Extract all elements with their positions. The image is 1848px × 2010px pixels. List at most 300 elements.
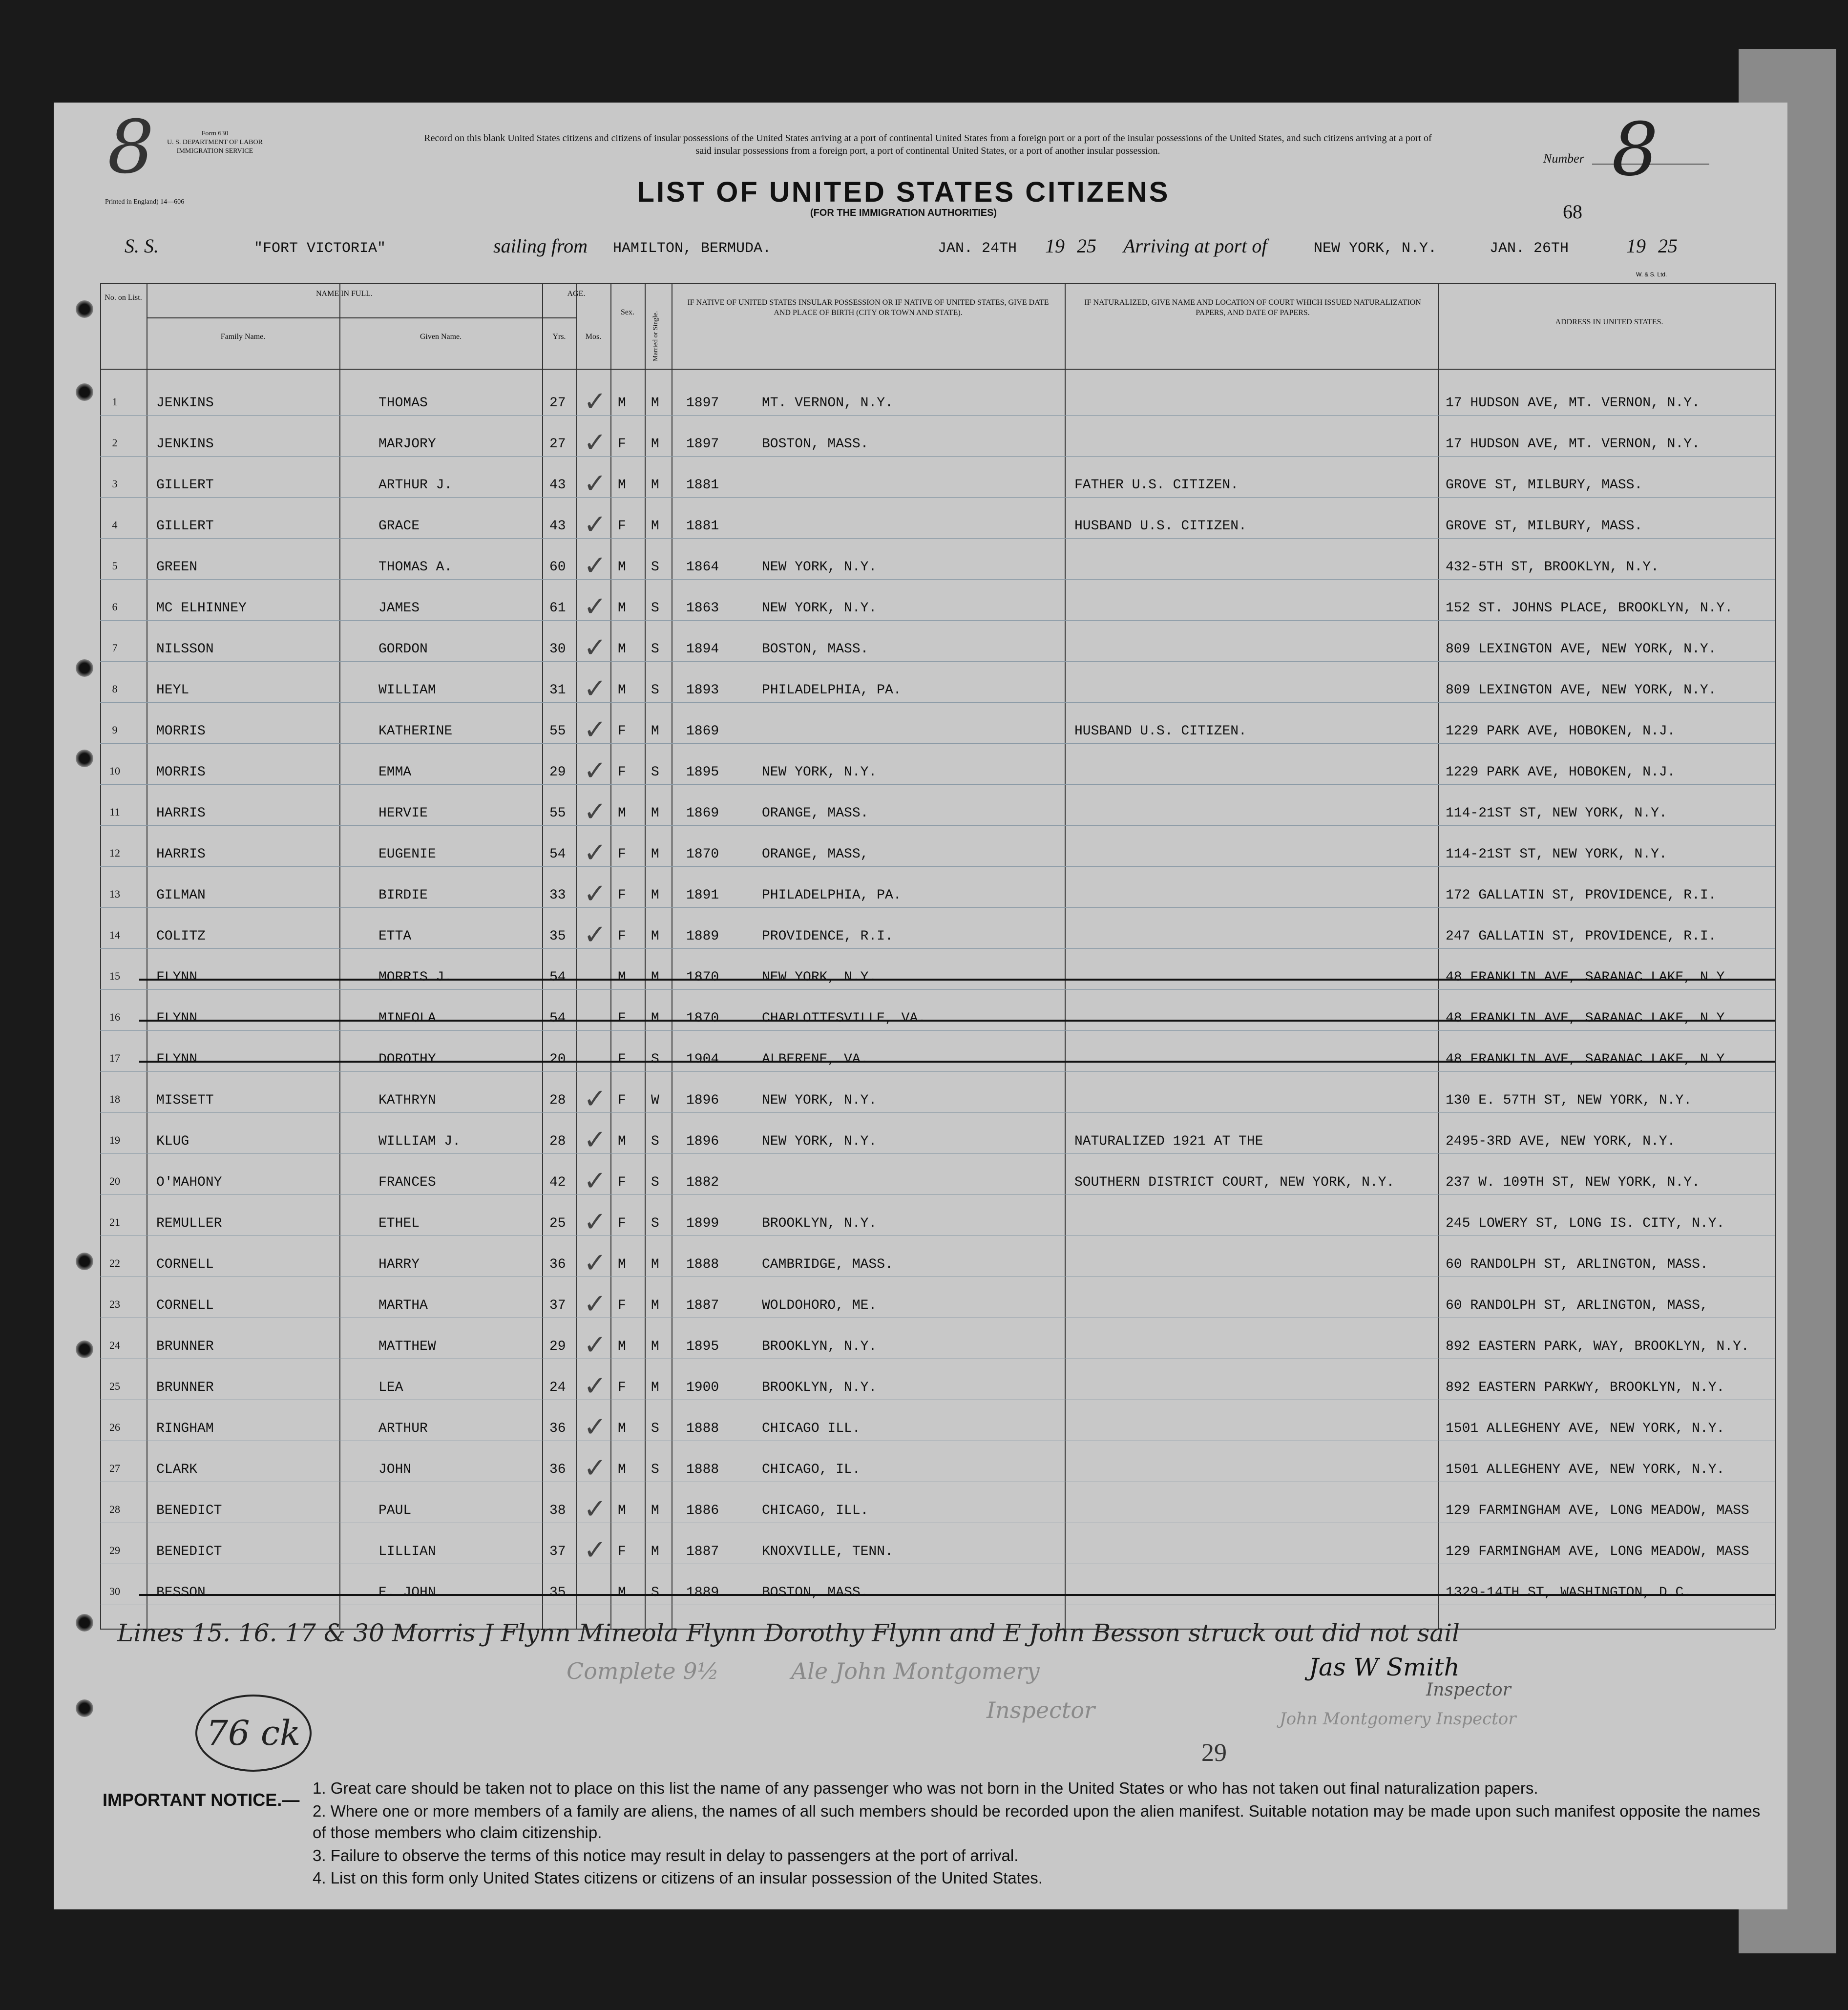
ss-label: S. S. bbox=[125, 235, 159, 257]
col-married: Married or Single. bbox=[652, 311, 659, 361]
col-naturalized: IF NATURALIZED, GIVE NAME AND LOCATION OF COURT WHICH ISSUED NATURALIZATION PAPERS, AND DATE OF PAPERS. bbox=[1084, 298, 1421, 317]
birth-year: 1888 bbox=[686, 1257, 719, 1272]
arriving-label: Arriving at port of bbox=[1123, 235, 1267, 257]
age-years: 36 bbox=[549, 1421, 566, 1436]
given-name: JOHN bbox=[378, 1462, 412, 1477]
birth-year: 1870 bbox=[686, 847, 719, 862]
arrival-year-prefix: 19 bbox=[1626, 235, 1646, 257]
table-row bbox=[100, 755, 1775, 806]
arrival-port: NEW YORK, N.Y. bbox=[1314, 240, 1437, 257]
col-border bbox=[1775, 283, 1776, 1629]
birth-year: 1887 bbox=[686, 1298, 719, 1313]
table-row bbox=[100, 796, 1775, 847]
check-mark-icon: ✓ bbox=[584, 837, 607, 869]
row-number: 29 bbox=[109, 1544, 120, 1556]
row-number: 15 bbox=[109, 970, 120, 982]
address: 129 FARMINGHAM AVE, LONG MEADOW, MASS bbox=[1446, 1503, 1749, 1518]
birth-year: 1864 bbox=[686, 560, 719, 575]
table-row bbox=[100, 1370, 1775, 1421]
arrival-year: 25 bbox=[1658, 235, 1678, 257]
sex: F bbox=[618, 437, 626, 452]
birth-year: 1891 bbox=[686, 888, 719, 903]
marital-status: M bbox=[651, 1544, 659, 1559]
notice-item: 2. Where one or more members of a family are aliens, the names of all such members should be recorded upon the alien manifest. Suitable notation may be made upon such manifest opposite the names of those members who claim citizenship. bbox=[313, 1801, 1761, 1842]
punch-hole bbox=[76, 1340, 93, 1358]
age-years: 31 bbox=[549, 683, 566, 698]
table-row bbox=[100, 1411, 1775, 1462]
birth-place: BROOKLYN, N.Y. bbox=[762, 1380, 877, 1395]
check-mark-icon: ✓ bbox=[584, 1534, 607, 1566]
marital-status: W bbox=[651, 1093, 659, 1108]
address: 1501 ALLEGHENY AVE, NEW YORK, N.Y. bbox=[1446, 1421, 1725, 1436]
given-name: GORDON bbox=[378, 642, 428, 657]
check-mark-icon: ✓ bbox=[584, 1247, 607, 1279]
departure-date: JAN. 24TH bbox=[938, 240, 1017, 257]
row-number: 9 bbox=[112, 724, 118, 736]
inspector-name-stamp: Ale John Montgomery bbox=[791, 1658, 1040, 1684]
col-given-name: Given Name. bbox=[420, 333, 462, 341]
address: 152 ST. JOHNS PLACE, BROOKLYN, N.Y. bbox=[1446, 601, 1733, 616]
punch-hole bbox=[76, 659, 93, 677]
ship-name: "FORT VICTORIA" bbox=[254, 240, 386, 257]
col-sex: Sex. bbox=[621, 308, 634, 316]
age-years: 36 bbox=[549, 1462, 566, 1477]
naturalization: HUSBAND U.S. CITIZEN. bbox=[1074, 519, 1247, 534]
family-name: CORNELL bbox=[156, 1298, 214, 1313]
address: 2495-3RD AVE, NEW YORK, N.Y. bbox=[1446, 1134, 1676, 1149]
check-mark-icon: ✓ bbox=[584, 468, 607, 500]
family-name: RINGHAM bbox=[156, 1421, 214, 1436]
sex: M bbox=[618, 1503, 626, 1518]
address: GROVE ST, MILBURY, MASS. bbox=[1446, 519, 1643, 534]
birth-year: 1870 bbox=[686, 1011, 719, 1026]
signature-title: Inspector bbox=[1426, 1680, 1511, 1700]
sex: F bbox=[618, 847, 626, 862]
marital-status: M bbox=[651, 1380, 659, 1395]
col-birth: IF NATIVE OF UNITED STATES INSULAR POSSESSION OR IF NATIVE OF UNITED STATES, GIVE DATE AND PLACE OF BIRTH (CITY OR TOWN AND STATE). bbox=[687, 298, 1049, 317]
given-name: EMMA bbox=[378, 765, 412, 780]
birth-year: 1863 bbox=[686, 601, 719, 616]
marital-status: M bbox=[651, 888, 659, 903]
sex: M bbox=[618, 1134, 626, 1149]
departure-year-prefix: 19 bbox=[1045, 235, 1065, 257]
address: 114-21ST ST, NEW YORK, N.Y. bbox=[1446, 847, 1667, 862]
family-name: HEYL bbox=[156, 683, 189, 698]
age-years: 38 bbox=[549, 1503, 566, 1518]
given-name: MARJORY bbox=[378, 437, 436, 452]
address: 60 RANDOLPH ST, ARLINGTON, MASS. bbox=[1446, 1257, 1708, 1272]
birth-place: CHICAGO, IL. bbox=[762, 1462, 861, 1477]
given-name: FRANCES bbox=[378, 1175, 436, 1190]
marital-status: S bbox=[651, 560, 659, 575]
punch-hole bbox=[76, 750, 93, 767]
address: 892 EASTERN PARK, WAY, BROOKLYN, N.Y. bbox=[1446, 1339, 1749, 1354]
row-number: 14 bbox=[109, 929, 120, 941]
table-row bbox=[100, 632, 1775, 683]
address: 809 LEXINGTON AVE, NEW YORK, N.Y. bbox=[1446, 683, 1717, 698]
page-title: LIST OF UNITED STATES CITIZENS bbox=[637, 176, 1170, 208]
check-mark-icon: ✓ bbox=[584, 550, 607, 582]
birth-year: 1889 bbox=[686, 1585, 719, 1600]
family-name: MC ELHINNEY bbox=[156, 601, 247, 616]
check-mark-icon: ✓ bbox=[584, 796, 607, 828]
header-bottom-border bbox=[100, 369, 1775, 370]
cost-circle: 76 ck bbox=[195, 1695, 312, 1772]
given-name: BIRDIE bbox=[378, 888, 428, 903]
check-mark-icon: ✓ bbox=[584, 755, 607, 787]
family-name: GILLERT bbox=[156, 519, 214, 534]
sex: F bbox=[618, 1216, 626, 1231]
table-row bbox=[100, 1083, 1775, 1134]
check-mark-icon: ✓ bbox=[584, 714, 607, 746]
address: 130 E. 57TH ST, NEW YORK, N.Y. bbox=[1446, 1093, 1692, 1108]
col-family-name: Family Name. bbox=[220, 333, 266, 341]
struck-lines-note: Lines 15. 16. 17 & 30 Morris J Flynn Mineola Flynn Dorothy Flynn and E John Besson struck out did not sail bbox=[117, 1619, 1460, 1647]
birth-place: CHICAGO, ILL. bbox=[762, 1503, 869, 1518]
table-row bbox=[100, 1493, 1775, 1544]
row-number: 7 bbox=[112, 642, 118, 654]
sex: F bbox=[618, 1298, 626, 1313]
given-name: HERVIE bbox=[378, 806, 428, 821]
address: 172 GALLATIN ST, PROVIDENCE, R.I. bbox=[1446, 888, 1717, 903]
family-name: FLYNN bbox=[156, 1011, 198, 1026]
address: 17 HUDSON AVE, MT. VERNON, N.Y. bbox=[1446, 396, 1700, 411]
family-name: BRUNNER bbox=[156, 1339, 214, 1354]
address: 892 EASTERN PARKWY, BROOKLYN, N.Y. bbox=[1446, 1380, 1725, 1395]
given-name: ETHEL bbox=[378, 1216, 420, 1231]
subheader-line bbox=[147, 317, 576, 318]
marital-status: S bbox=[651, 1216, 659, 1231]
address: 48 FRANKLIN AVE, SARANAC LAKE, N.Y. bbox=[1446, 1011, 1733, 1026]
marital-status: M bbox=[651, 724, 659, 739]
check-mark-icon: ✓ bbox=[584, 1493, 607, 1525]
birth-place: NEW YORK, N.Y. bbox=[762, 765, 877, 780]
given-name: ARTHUR bbox=[378, 1421, 428, 1436]
birth-year: 1886 bbox=[686, 1503, 719, 1518]
sex: M bbox=[618, 642, 626, 657]
row-number: 2 bbox=[112, 437, 118, 449]
punch-hole bbox=[76, 1699, 93, 1717]
list-number: 8 bbox=[1612, 107, 1659, 192]
marital-status: M bbox=[651, 847, 659, 862]
address: 432-5TH ST, BROOKLYN, N.Y. bbox=[1446, 560, 1659, 575]
birth-place: NEW YORK, N.Y. bbox=[762, 1134, 877, 1149]
family-name: MISSETT bbox=[156, 1093, 214, 1108]
sex: M bbox=[618, 806, 626, 821]
sex: M bbox=[618, 601, 626, 616]
marital-status: S bbox=[651, 601, 659, 616]
row-number: 30 bbox=[109, 1585, 120, 1597]
table-row bbox=[100, 878, 1775, 929]
sex: F bbox=[618, 1011, 626, 1026]
family-name: HARRIS bbox=[156, 806, 206, 821]
address: 60 RANDOLPH ST, ARLINGTON, MASS, bbox=[1446, 1298, 1708, 1313]
birth-year: 1900 bbox=[686, 1380, 719, 1395]
family-name: MORRIS bbox=[156, 765, 206, 780]
marital-status: S bbox=[651, 1134, 659, 1149]
row-number: 18 bbox=[109, 1093, 120, 1105]
table-row bbox=[100, 1011, 1775, 1052]
given-name: THOMAS A. bbox=[378, 560, 453, 575]
given-name: MATTHEW bbox=[378, 1339, 436, 1354]
sex: F bbox=[618, 929, 626, 944]
birth-year: 1897 bbox=[686, 396, 719, 411]
punch-hole bbox=[76, 1614, 93, 1632]
sex: M bbox=[618, 396, 626, 411]
row-number: 5 bbox=[112, 560, 118, 572]
signature-sub: John Montgomery Inspector bbox=[1280, 1709, 1516, 1729]
age-years: 54 bbox=[549, 970, 566, 985]
given-name: KATHRYN bbox=[378, 1093, 436, 1108]
given-name: MORRIS J. bbox=[378, 970, 453, 985]
address: 129 FARMINGHAM AVE, LONG MEADOW, MASS bbox=[1446, 1544, 1749, 1559]
marital-status: S bbox=[651, 765, 659, 780]
given-name: LILLIAN bbox=[378, 1544, 436, 1559]
birth-year: 1882 bbox=[686, 1175, 719, 1190]
sex: F bbox=[618, 888, 626, 903]
given-name: JAMES bbox=[378, 601, 420, 616]
birth-place: CHARLOTTESVILLE, VA. bbox=[762, 1011, 926, 1026]
row-number: 22 bbox=[109, 1257, 120, 1269]
birth-year: 1894 bbox=[686, 642, 719, 657]
birth-place: NEW YORK, N.Y. bbox=[762, 601, 877, 616]
sex: F bbox=[618, 724, 626, 739]
marital-status: M bbox=[651, 1298, 659, 1313]
punch-hole bbox=[76, 1253, 93, 1270]
table-row bbox=[100, 591, 1775, 642]
family-name: CLARK bbox=[156, 1462, 198, 1477]
age-years: 29 bbox=[549, 1339, 566, 1354]
marital-status: S bbox=[651, 1052, 659, 1067]
strike-through-line bbox=[139, 979, 1775, 981]
marital-status: M bbox=[651, 806, 659, 821]
row-number: 17 bbox=[109, 1052, 120, 1064]
birth-year: 1897 bbox=[686, 437, 719, 452]
given-name: WILLIAM bbox=[378, 683, 436, 698]
family-name: FLYNN bbox=[156, 970, 198, 985]
check-mark-icon: ✓ bbox=[584, 878, 607, 910]
check-mark-icon: ✓ bbox=[584, 1083, 607, 1115]
table-row bbox=[100, 1124, 1775, 1175]
marital-status: M bbox=[651, 1339, 659, 1354]
table-row bbox=[100, 386, 1775, 437]
given-name: ARTHUR J. bbox=[378, 478, 453, 493]
marital-status: M bbox=[651, 437, 659, 452]
family-name: REMULLER bbox=[156, 1216, 222, 1231]
table-row bbox=[100, 427, 1775, 478]
row-number: 1 bbox=[112, 396, 118, 408]
address: 1501 ALLEGHENY AVE, NEW YORK, N.Y. bbox=[1446, 1462, 1725, 1477]
check-mark-icon: ✓ bbox=[584, 1206, 607, 1238]
given-name: WILLIAM J. bbox=[378, 1134, 461, 1149]
address: 809 LEXINGTON AVE, NEW YORK, N.Y. bbox=[1446, 642, 1717, 657]
check-mark-icon: ✓ bbox=[584, 1288, 607, 1320]
birth-year: 1888 bbox=[686, 1421, 719, 1436]
age-years: 55 bbox=[549, 806, 566, 821]
naturalization: SOUTHERN DISTRICT COURT, NEW YORK, N.Y. bbox=[1074, 1175, 1395, 1190]
row-number: 27 bbox=[109, 1462, 120, 1474]
row-number: 21 bbox=[109, 1216, 120, 1228]
sex: M bbox=[618, 1462, 626, 1477]
birth-place: CHICAGO ILL. bbox=[762, 1421, 861, 1436]
birth-place: WOLDOHORO, ME. bbox=[762, 1298, 877, 1313]
punch-hole bbox=[76, 300, 93, 318]
sex: M bbox=[618, 1421, 626, 1436]
col-address: ADDRESS IN UNITED STATES. bbox=[1555, 318, 1663, 326]
marital-status: M bbox=[651, 929, 659, 944]
birth-year: 1888 bbox=[686, 1462, 719, 1477]
given-name: MINEOLA bbox=[378, 1011, 436, 1026]
birth-place: BOSTON, MASS. bbox=[762, 642, 869, 657]
address: 1229 PARK AVE, HOBOKEN, N.J. bbox=[1446, 724, 1676, 739]
col-age: AGE. bbox=[567, 290, 586, 298]
sex: M bbox=[618, 1585, 626, 1600]
birth-place: NEW YORK, N.Y. bbox=[762, 560, 877, 575]
marital-status: M bbox=[651, 1257, 659, 1272]
sex: F bbox=[618, 1175, 626, 1190]
col-yrs: Yrs. bbox=[552, 333, 566, 341]
birth-year: 1881 bbox=[686, 519, 719, 534]
notice-item: 4. List on this form only United States citizens or citizens of an insular possession of the United States. bbox=[313, 1869, 1043, 1887]
page-subtitle: (FOR THE IMMIGRATION AUTHORITIES) bbox=[810, 208, 997, 218]
department: U. S. DEPARTMENT OF LABOR bbox=[167, 139, 263, 147]
row-number: 3 bbox=[112, 478, 118, 490]
sex: M bbox=[618, 683, 626, 698]
family-name: NILSSON bbox=[156, 642, 214, 657]
address: 48 FRANKLIN AVE, SARANAC LAKE, N.Y. bbox=[1446, 1052, 1733, 1067]
passenger-table bbox=[100, 283, 1775, 1629]
notice-item: 1. Great care should be taken not to place on this list the name of any passenger who was not born in the United States or who has not taken out final naturalization papers. bbox=[313, 1779, 1538, 1797]
check-mark-icon: ✓ bbox=[584, 1370, 607, 1402]
row-number: 23 bbox=[109, 1298, 120, 1310]
birth-year: 1869 bbox=[686, 806, 719, 821]
family-name: BESSON bbox=[156, 1585, 206, 1600]
given-name: LEA bbox=[378, 1380, 403, 1395]
sex: F bbox=[618, 765, 626, 780]
table-row bbox=[100, 1247, 1775, 1298]
family-name: COLITZ bbox=[156, 929, 206, 944]
address: 1329-14TH ST, WASHINGTON, D.C. bbox=[1446, 1585, 1692, 1600]
strike-through-line bbox=[139, 1061, 1775, 1063]
sex: M bbox=[618, 970, 626, 985]
birth-year: 1893 bbox=[686, 683, 719, 698]
marital-status: S bbox=[651, 1421, 659, 1436]
birth-place: BOSTON, MASS. bbox=[762, 1585, 869, 1600]
address: 114-21ST ST, NEW YORK, N.Y. bbox=[1446, 806, 1667, 821]
naturalization: FATHER U.S. CITIZEN. bbox=[1074, 478, 1239, 493]
sex: M bbox=[618, 1257, 626, 1272]
age-years: 20 bbox=[549, 1052, 566, 1067]
age-years: 55 bbox=[549, 724, 566, 739]
address: 1229 PARK AVE, HOBOKEN, N.J. bbox=[1446, 765, 1676, 780]
table-row bbox=[100, 550, 1775, 601]
marital-status: S bbox=[651, 1585, 659, 1600]
marital-status: S bbox=[651, 1175, 659, 1190]
birth-place: PHILADELPHIA, PA. bbox=[762, 683, 902, 698]
table-row bbox=[100, 1206, 1775, 1257]
age-years: 37 bbox=[549, 1544, 566, 1559]
family-name: FLYNN bbox=[156, 1052, 198, 1067]
check-mark-icon: ✓ bbox=[584, 1165, 607, 1197]
age-years: 37 bbox=[549, 1298, 566, 1313]
age-years: 60 bbox=[549, 560, 566, 575]
birth-place: PROVIDENCE, R.I. bbox=[762, 929, 893, 944]
row-number: 6 bbox=[112, 601, 118, 613]
table-row bbox=[100, 1165, 1775, 1216]
sex: M bbox=[618, 478, 626, 493]
check-mark-icon: ✓ bbox=[584, 427, 607, 459]
address: 245 LOWERY ST, LONG IS. CITY, N.Y. bbox=[1446, 1216, 1725, 1231]
marital-status: S bbox=[651, 642, 659, 657]
age-years: 29 bbox=[549, 765, 566, 780]
printer-mark: W. & S. Ltd. bbox=[1636, 271, 1667, 278]
age-years: 36 bbox=[549, 1257, 566, 1272]
birth-year: 1895 bbox=[686, 1339, 719, 1354]
given-name: E. JOHN bbox=[378, 1585, 436, 1600]
row-number: 10 bbox=[109, 765, 120, 777]
check-mark-icon: ✓ bbox=[584, 509, 607, 541]
table-row bbox=[100, 1452, 1775, 1503]
departure-port: HAMILTON, BERMUDA. bbox=[613, 240, 772, 257]
check-mark-icon: ✓ bbox=[584, 386, 607, 418]
birth-place: NEW YORK, N.Y. bbox=[762, 970, 877, 985]
row-number: 19 bbox=[109, 1134, 120, 1146]
birth-year: 1899 bbox=[686, 1216, 719, 1231]
family-name: KLUG bbox=[156, 1134, 189, 1149]
birth-place: KNOXVILLE, TENN. bbox=[762, 1544, 893, 1559]
table-row bbox=[100, 673, 1775, 724]
age-years: 28 bbox=[549, 1134, 566, 1149]
table-top-border bbox=[100, 283, 1775, 284]
age-years: 30 bbox=[549, 642, 566, 657]
check-mark-icon: ✓ bbox=[584, 632, 607, 664]
record-instructions: Record on this blank United States citizens and citizens of insular possessions of the United States arriving at a port of continental United States from a foreign port or a port of the insular possessions of the United States, and such citizens arriving at a port of said insular possessions from a foreign port, a port of continental United States, or a port of another insular possession. bbox=[424, 133, 1432, 156]
age-years: 61 bbox=[549, 601, 566, 616]
address: 48 FRANKLIN AVE, SARANAC LAKE, N.Y. bbox=[1446, 970, 1733, 985]
check-mark-icon: ✓ bbox=[584, 1329, 607, 1361]
strike-through-line bbox=[139, 1594, 1775, 1596]
arrival-date: JAN. 26TH bbox=[1490, 240, 1569, 257]
form-info bbox=[147, 129, 283, 156]
family-name: BENEDICT bbox=[156, 1544, 222, 1559]
given-name: KATHERINE bbox=[378, 724, 453, 739]
age-years: 35 bbox=[549, 1585, 566, 1600]
page-stamp: 29 bbox=[1201, 1739, 1227, 1767]
family-name: HARRIS bbox=[156, 847, 206, 862]
family-name: BRUNNER bbox=[156, 1380, 214, 1395]
age-years: 27 bbox=[549, 437, 566, 452]
departure-year: 25 bbox=[1077, 235, 1096, 257]
birth-place: MT. VERNON, N.Y. bbox=[762, 396, 893, 411]
table-row bbox=[100, 1288, 1775, 1339]
marital-status: M bbox=[651, 478, 659, 493]
table-row bbox=[100, 468, 1775, 519]
inspector-signature: Jas W Smith bbox=[1309, 1653, 1460, 1681]
sex: F bbox=[618, 519, 626, 534]
page-number: 68 bbox=[1563, 201, 1582, 223]
row-number: 8 bbox=[112, 683, 118, 695]
table-row bbox=[100, 1534, 1775, 1585]
notice-heading: IMPORTANT NOTICE.— bbox=[103, 1790, 300, 1810]
birth-place: CAMBRIDGE, MASS. bbox=[762, 1257, 893, 1272]
family-name: GILMAN bbox=[156, 888, 206, 903]
check-mark-icon: ✓ bbox=[584, 591, 607, 623]
margin-number-mark: 8 bbox=[107, 105, 154, 190]
address: 247 GALLATIN ST, PROVIDENCE, R.I. bbox=[1446, 929, 1717, 944]
sex: F bbox=[618, 1380, 626, 1395]
age-years: 43 bbox=[549, 478, 566, 493]
table-row bbox=[100, 1052, 1775, 1093]
